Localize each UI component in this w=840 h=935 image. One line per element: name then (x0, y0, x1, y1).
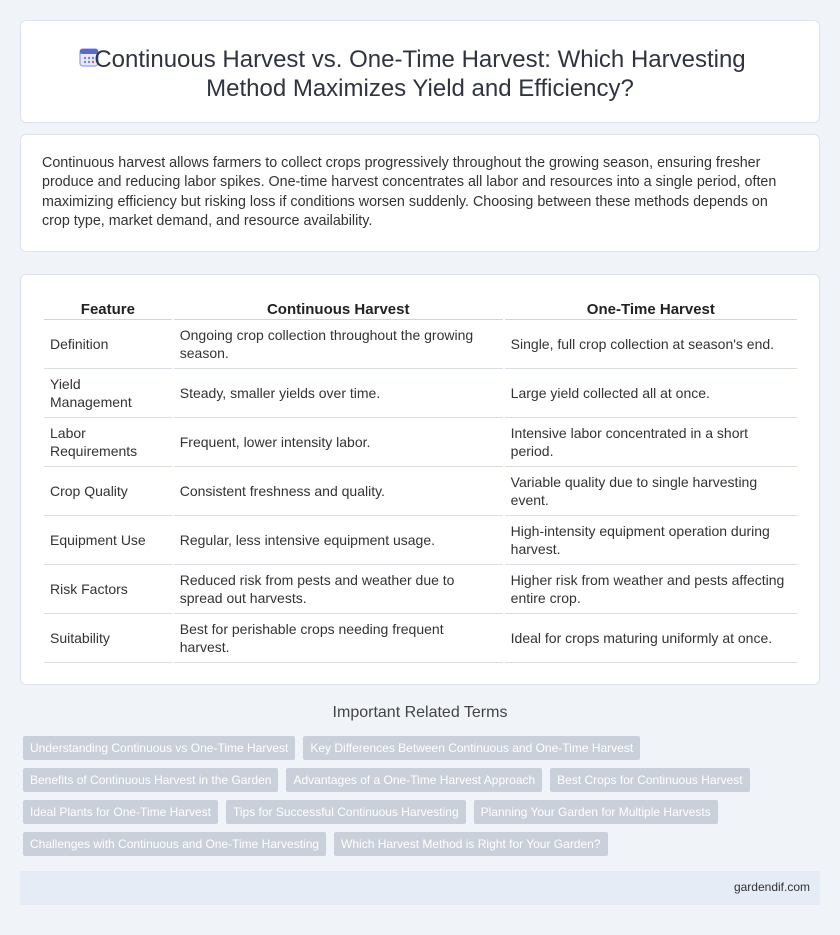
related-term-link[interactable]: Advantages of a One-Time Harvest Approach (286, 768, 542, 792)
page-title-line1: Continuous Harvest vs. One-Time Harvest: Which Harvesting (94, 46, 746, 73)
related-term-link[interactable]: Ideal Plants for One-Time Harvest (23, 800, 218, 824)
feature-cell: Suitability (44, 614, 172, 663)
intro-paragraph: Continuous harvest allows farmers to collect crops progressively throughout the growing season, ensuring fresher produce and reducing labor spikes. One-time harvest concentrates all labor and resources into a single period, often maximizing efficiency but risking loss if conditions worsen suddenly. Choosing between these methods depends on crop type, market demand, and resource availability. (42, 155, 777, 229)
continuous-cell: Regular, less intensive equipment usage. (174, 516, 503, 565)
feature-cell: Crop Quality (44, 467, 172, 516)
one-time-cell: Higher risk from weather and pests affecting entire crop. (505, 565, 797, 614)
table-row (44, 565, 797, 614)
table-row (44, 516, 797, 565)
table-row (44, 614, 797, 663)
table-row (44, 369, 797, 418)
table-row (44, 418, 797, 467)
tag-row (23, 832, 783, 856)
tag-row (23, 800, 783, 824)
continuous-cell: Frequent, lower intensity labor. (174, 418, 503, 467)
table-row (44, 320, 797, 369)
related-term-link[interactable]: Challenges with Continuous and One-Time Harvesting (23, 832, 326, 856)
feature-cell: Equipment Use (44, 516, 172, 565)
related-term-link[interactable]: Best Crops for Continuous Harvest (550, 768, 749, 792)
comparison-table (42, 296, 799, 663)
one-time-cell: Single, full crop collection at season's end. (505, 320, 797, 369)
related-term-link[interactable]: Which Harvest Method is Right for Your Garden? (334, 832, 607, 856)
one-time-cell: Intensive labor concentrated in a short period. (505, 418, 797, 467)
feature-cell: Risk Factors (44, 565, 172, 614)
related-terms-heading: Important Related Terms (332, 704, 508, 721)
table-row (44, 467, 797, 516)
related-term-link[interactable]: Understanding Continuous vs One-Time Harvest (23, 736, 295, 760)
footer-bar (20, 871, 820, 905)
one-time-cell: Variable quality due to single harvesting event. (505, 467, 797, 516)
table-header-row (44, 296, 797, 320)
related-term-link[interactable]: Tips for Successful Continuous Harvesting (226, 800, 466, 824)
site-name-link[interactable]: gardendif.com (733, 880, 810, 894)
page-title (21, 45, 819, 103)
continuous-cell: Best for perishable crops needing frequent harvest. (174, 614, 503, 663)
continuous-cell: Consistent freshness and quality. (174, 467, 503, 516)
feature-cell: Labor Requirements (44, 418, 172, 467)
tag-row (23, 736, 783, 760)
one-time-cell: Ideal for crops maturing uniformly at once. (505, 614, 797, 663)
continuous-cell: Reduced risk from pests and weather due to spread out harvests. (174, 565, 503, 614)
column-header: Continuous Harvest (174, 296, 503, 320)
feature-cell: Definition (44, 320, 172, 369)
header-card (20, 20, 820, 123)
intro-card (20, 134, 820, 252)
column-header: Feature (44, 296, 172, 320)
continuous-cell: Ongoing crop collection throughout the growing season. (174, 320, 503, 369)
related-terms-list (23, 736, 783, 864)
related-term-link[interactable]: Key Differences Between Continuous and One-Time Harvest (303, 736, 640, 760)
one-time-cell: High-intensity equipment operation during harvest. (505, 516, 797, 565)
related-term-link[interactable]: Planning Your Garden for Multiple Harvests (474, 800, 718, 824)
comparison-card (20, 274, 820, 685)
column-header: One-Time Harvest (505, 296, 797, 320)
page-title-line2: Method Maximizes Yield and Efficiency? (206, 75, 634, 102)
continuous-cell: Steady, smaller yields over time. (174, 369, 503, 418)
feature-cell: Yield Management (44, 369, 172, 418)
one-time-cell: Large yield collected all at once. (505, 369, 797, 418)
related-term-link[interactable]: Benefits of Continuous Harvest in the Garden (23, 768, 278, 792)
tag-row (23, 768, 783, 792)
